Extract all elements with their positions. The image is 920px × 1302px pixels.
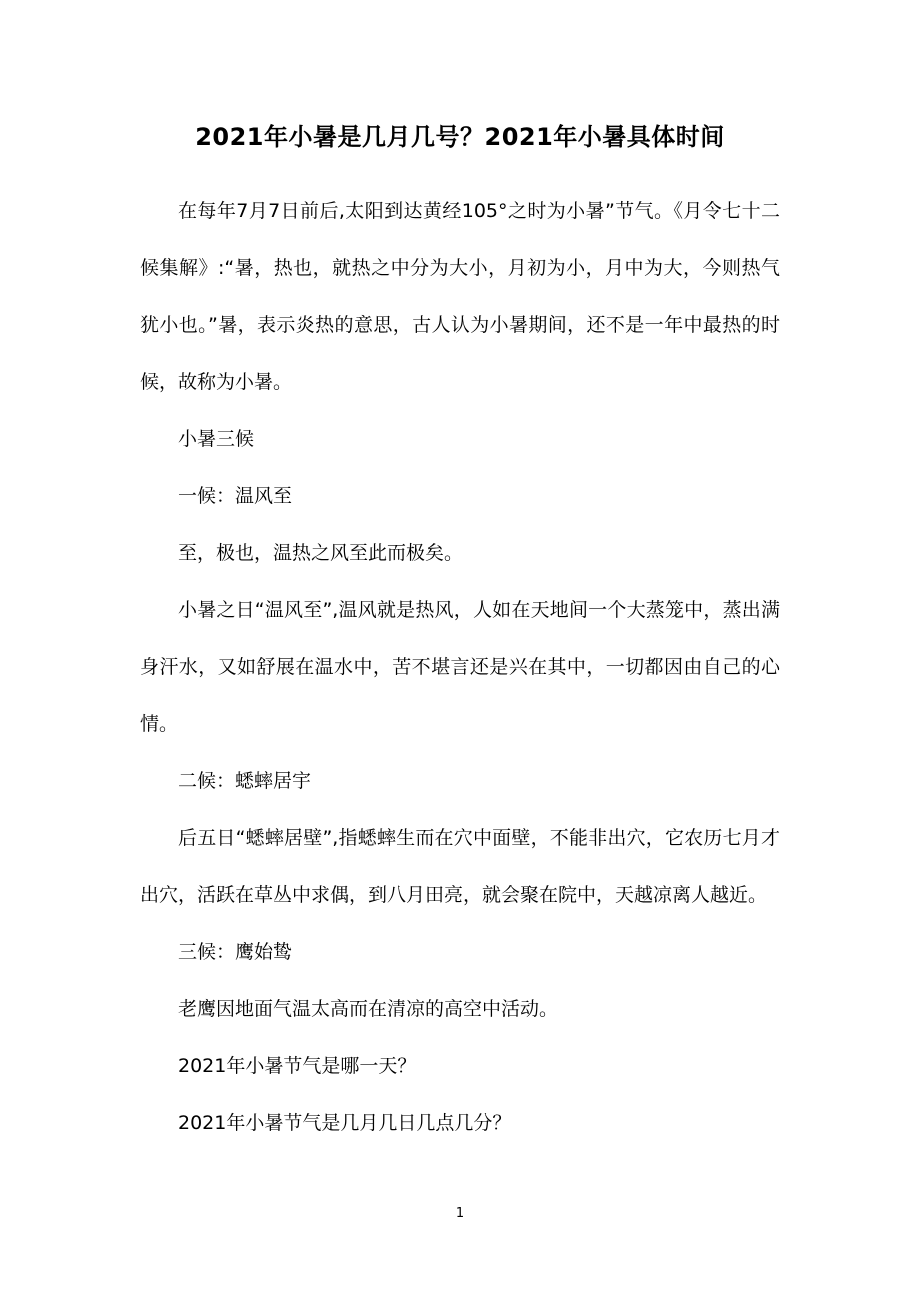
paragraph-question-exact-time: 2021年小暑节气是几月几日几点几分？	[178, 1112, 512, 1134]
paragraph-second-phenology-detail: 后五日“蟋蟀居壁”,指蟋蟀生而在穴中面壁，不能非出穴，它农历七月才出穴，活跃在草丛中求偶，到八月田亮，就会聚在院中，天越凉离人越近。	[140, 827, 780, 906]
paragraph-first-phenology-heading: 一候：温风至	[178, 485, 293, 507]
document-body	[140, 183, 780, 1152]
paragraph-third-phenology-heading: 三候：鹰始鸷	[178, 941, 293, 963]
paragraph-first-phenology-detail: 小暑之日“温风至”,温风就是热风，人如在天地间一个大蒸笼中，蒸出满身汗水，又如舒展在温水中，苦不堪言还是兴在其中，一切都因由自己的心情。	[140, 599, 780, 735]
page-number: 1	[455, 1206, 465, 1221]
paragraph-first-phenology-note: 至，极也，温热之风至此而极矣。	[178, 542, 464, 564]
paragraph-intro: 在每年7月7日前后,太阳到达黄经105°之时为小暑”节气。《月令七十二候集解》:“暑，热也，就热之中分为大小，月初为小，月中为大，今则热气犹小也。”暑，表示炎热的意思，古人认为小暑期间，还不是一年中最热的时候，故称为小暑。	[140, 200, 780, 393]
paragraph-second-phenology-heading: 二候：蟋蟀居宇	[178, 770, 312, 792]
paragraph-third-phenology-detail: 老鹰因地面气温太高而在清凉的高空中活动。	[178, 998, 559, 1020]
document-title: 2021年小暑是几月几号？2021年小暑具体时间	[195, 123, 725, 151]
paragraph-question-which-day: 2021年小暑节气是哪一天？	[178, 1055, 417, 1077]
paragraph-heading-three-phenologies: 小暑三候	[178, 428, 255, 450]
